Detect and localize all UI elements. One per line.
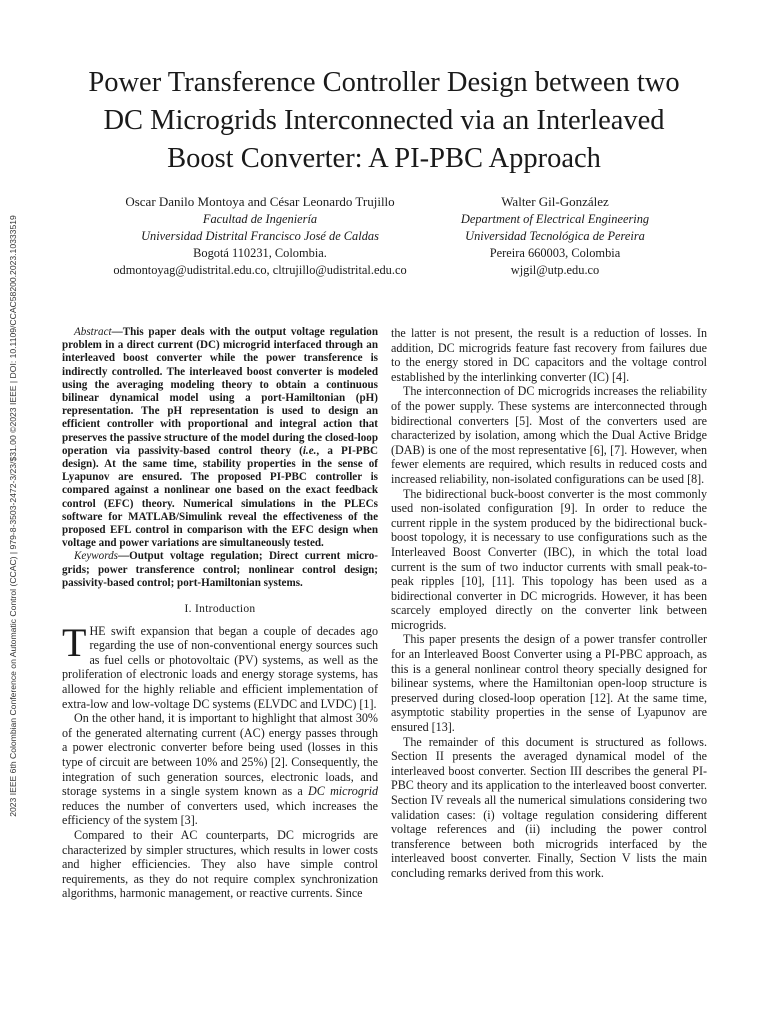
keywords-label: Keywords [74, 550, 118, 563]
author-department: Department of Electrical Engineering [460, 212, 650, 226]
body-paragraph-5: The remainder of this document is structured as follows. Section II presents the averaged dynamical model of the interleaved boost converter. Section III describes the general PI-PBC theory and its application to the interleaved boost converter. Section IV reveals all the numerical simulations considering two validation cases: (i) voltage regulation considering different voltage references and (ii) including the power control transference between both microgrids interfaced by the interleaved boost converter. Finally, Section V lists the main concluding remarks derived from this work. [391, 734, 707, 880]
author-email: wjgil@utp.edu.co [510, 263, 600, 277]
keywords: Keywords—Output voltage regulation; Direct current micro-grids; power transference control; nonlinear control design; passivity-based control; port-Hamiltonian systems. [62, 550, 378, 589]
author-university: Universidad Tecnológica de Pereira [465, 229, 645, 243]
author-names: Walter Gil-González [501, 194, 609, 209]
right-column [391, 326, 707, 881]
author-city: Pereira 660003, Colombia [489, 246, 621, 260]
doi-text: 2023 IEEE 6th Colombian Conference on Automatic Control (CCAC) | 979-8-3503-2472-3/23/$31.00 ©2023 IEEE | DOI: 10.1109/CCAC58200.2023.10333519 [8, 215, 19, 817]
author-block-1 [100, 193, 420, 279]
paper-title [40, 64, 728, 178]
section-heading-introduction: I. Introduction [184, 603, 256, 616]
body-paragraph-1: the latter is not present, the result is a reduction of losses. In addition, DC microgrids feature fast recovery from failures due to the energy stored in DC capacitors and the voltage control established by the interlinking converter (IC) [4]. [391, 326, 707, 384]
body-paragraph-4: This paper presents the design of a power transfer controller for an Interleaved Boost Converter using a PI-PBC approach, as this is a general nonlinear control theory specially designed for bilinear systems, where the Hamiltonian open-loop structure is preserved during closed-loop operation [12]. At the same time, asymptotic stability properties in the sense of Lyapunov are ensured [13]. [391, 632, 707, 735]
author-block-2 [440, 193, 670, 279]
drop-cap: T [62, 619, 87, 665]
abstract: Abstract—This paper deals with the output voltage regulation problem in a direct current (DC) microgrid interfaced through an interleaved boost converter while the power transference is indirectly controlled. The interleaved boost converter is modeled using the averaging modeling theory to obtain a continuous bilinear dynamical model using a port-Hamiltonian (pH) representation. The pH representation is used to design an efficient controller with proportional and integral action that preserves the passive structure of the model during the closed-loop operation via passivity-based control theory (i.e., a PI-PBC design). At the same time, stability properties in the sense of Lyapunov are ensured. The proposed PI-PBC controller is compared against a nonlinear one based on the exact feedback control (EFC) theory. Numerical simulations in the PLECs software for MATLAB/Simulink reveal the effectiveness of the proposed EFL control in comparison with the EFC design when voltage and power variations are simultaneously tested. [62, 326, 378, 550]
doi-margin-note [4, 176, 22, 856]
title-line-1: Power Transference Controller Design between two [88, 67, 680, 98]
author-email: odmontoyag@udistrital.edu.co, cltrujillo@udistrital.edu.co [113, 263, 407, 277]
intro-paragraph-3: Compared to their AC counterparts, DC microgrids are characterized by simpler structures, which results in lower costs and higher efficiencies. They also have simple control requirements, as they do not require complex synchronization algorithms, harmonic management, or reactive currents. Since [62, 827, 378, 901]
intro-paragraph-1: THE swift expansion that began a couple of decades ago regarding the use of non-conventional energy sources such as fuel cells or photovoltaic (PV) systems, as well as the proliferation of electronic loads and energy storage systems, has allowed for the highly reliable and efficient implementation of extra-low and low-voltage DC systems (ELVDC and LVDC) [1]. [62, 619, 378, 711]
body-paragraph-3: The bidirectional buck-boost converter is the most commonly used non-isolated configuration [9]. In order to reduce the current ripple in the system produced by the bidirectional buck-boost topology, it is necessary to use configurations such as the Interleaved Boost Converter (IBC), in which the total load current is the sum of two inductor currents with small peak-to-peak ripples [10], [11]. This topology has been used as a bidirectional converter in DC microgrids. However, it has been scarcely employed directly on the converter link between microgrids. [391, 486, 707, 632]
title-line-3: Boost Converter: A PI-PBC Approach [167, 143, 601, 174]
author-city: Bogotá 110231, Colombia. [193, 246, 327, 260]
body-paragraph-2: The interconnection of DC microgrids increases the reliability of the power supply. These systems are interconnected through bidirectional converters [5]. Most of the converters used are characterized by isolation, among which the Dual Active Bridge (DAB) is one of the most representative [6], [7]. However, when fewer elements are required, which results in reduced costs and increased reliability, non-isolated configurations can be used [8]. [391, 384, 707, 486]
title-line-2: DC Microgrids Interconnected via an Interleaved [103, 105, 665, 136]
abstract-label: Abstract [74, 326, 112, 338]
author-university: Universidad Distrital Francisco José de Caldas [141, 229, 379, 243]
author-department: Facultad de Ingeniería [202, 212, 318, 226]
intro-paragraph-2: On the other hand, it is important to highlight that almost 30% of the generated alternating current (AC) energy passes through a power electronic converter before being used (losses in this type of circuit are between 10% and 25%) [2]. Consequently, the integration of such generation sources, electronic loads, and storage systems in a single system known as a DC microgrid reduces the number of converters used, which increases the efficiency of the system [3]. [62, 711, 378, 828]
author-names: Oscar Danilo Montoya and César Leonardo Trujillo [125, 194, 395, 209]
left-column [62, 326, 378, 901]
